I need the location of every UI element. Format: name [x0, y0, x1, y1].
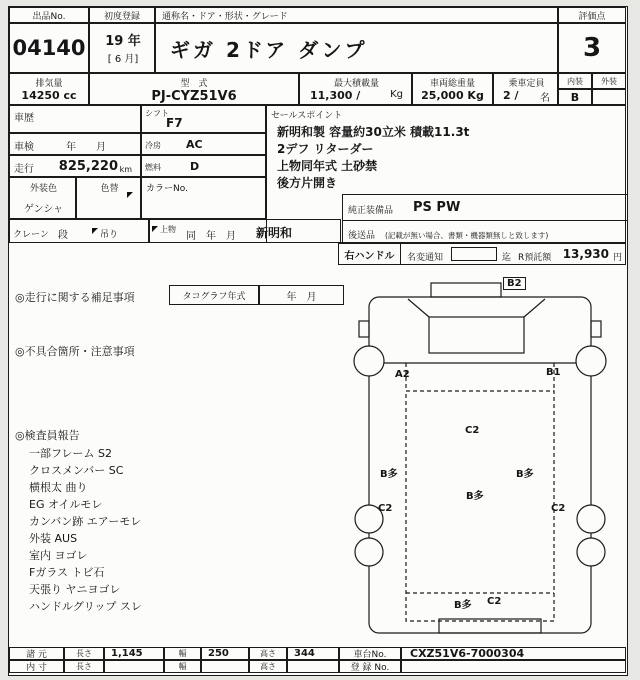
mileage-label: 走行: [14, 164, 34, 175]
width-label: 幅: [164, 647, 201, 660]
mileage-value: 825,220: [58, 159, 118, 174]
later-items-label: 後送品: [348, 231, 376, 241]
vehicle-title-label: 通称名・ドア・形状・グレード: [155, 7, 558, 23]
inspector-item: 室内 ヨゴレ: [29, 549, 88, 562]
deposit-label: R預託額: [518, 253, 552, 263]
inner-length-value: [104, 660, 164, 673]
inspector-item: クロスメンバー SC: [29, 464, 124, 477]
shift-label: シフト: [145, 109, 169, 118]
defect-section-label: ◎不具合箇所・注意事項: [15, 345, 135, 358]
auction-sheet-form: [8, 6, 628, 676]
steering-position: 右ハンドル: [339, 244, 401, 264]
capacity-value: 2 /: [503, 89, 519, 102]
damage-mark: B多: [380, 469, 398, 480]
inner-row-label: 内 寸: [9, 660, 64, 673]
ac-label: 冷房: [145, 141, 161, 150]
later-items-cell: [342, 220, 627, 244]
damage-mark: B多: [454, 600, 472, 611]
displacement-value: 14250 cc: [21, 89, 77, 102]
height-label: 高さ: [249, 660, 287, 673]
ac-value: AC: [186, 138, 203, 151]
deposit-yen: 円: [613, 253, 623, 263]
inspection-label: 車検: [14, 142, 34, 153]
sales-line: 新明和製 容量約30立米 積載11.3t: [277, 125, 470, 139]
name-change-until: 迄: [502, 253, 512, 263]
inspector-item: Fガラス トビ石: [29, 566, 105, 579]
length-value: 1,145: [104, 647, 164, 660]
model-code-label: 型 式: [180, 79, 208, 89]
chassis-number-value: CXZ51V6-7000304: [401, 647, 626, 660]
height-value: 344: [287, 647, 339, 660]
registration-number-label: 登 録 No.: [339, 660, 401, 673]
interior-grade-label: 内装: [558, 73, 592, 89]
factory-equipment-cell: [342, 194, 627, 220]
score-label: 評価点: [558, 7, 626, 23]
gross-weight-label: 車両総重量: [429, 79, 475, 89]
truck-top-view-drawing: [344, 263, 626, 649]
registration-number-value: [401, 660, 626, 673]
tachograph-value: 年 月: [259, 285, 344, 305]
factory-equipment-label: 純正装備品: [348, 206, 394, 216]
damage-mark: C2: [487, 596, 502, 607]
spec-row-label: 諸 元: [9, 647, 64, 660]
body-label: 上物: [160, 225, 176, 234]
color-change-label: 色替: [100, 184, 119, 194]
inspector-item: カンバン跡 エアーモレ: [29, 515, 142, 528]
sales-point-box: [266, 105, 626, 243]
inspector-report-label: ◎検査員報告: [15, 429, 80, 442]
capacity-label: 乗車定員: [508, 79, 545, 89]
damage-mark: C2: [378, 503, 393, 514]
damage-mark: C2: [551, 503, 566, 514]
inner-width-value: [201, 660, 249, 673]
damage-mark: B多: [466, 491, 484, 502]
inspection-value: 年 月: [66, 142, 106, 153]
damage-diagram: [344, 263, 626, 649]
damage-mark: B1: [546, 367, 561, 378]
sales-line: 上物同年式 土砂禁: [277, 159, 378, 173]
lot-number: 04140: [9, 23, 89, 73]
inspector-item: 天張り ヤニヨゴレ: [29, 583, 121, 596]
mileage-unit: km: [119, 165, 132, 174]
exterior-color-label: 外装色: [29, 184, 57, 194]
fuel-value: D: [190, 160, 200, 173]
sales-point-label: セールスポイント: [271, 111, 343, 121]
gross-weight-value: 25,000 Kg: [421, 89, 484, 102]
corner-mark-icon: [92, 228, 98, 234]
displacement-label: 排気量: [35, 79, 63, 89]
tachograph-box: [169, 285, 344, 305]
first-registration-year: 19 年: [105, 34, 141, 49]
model-code-value: PJ-CYZ51V6: [151, 89, 237, 104]
body-maker-value: 新明和: [256, 226, 293, 240]
length-label: 長さ: [64, 647, 104, 660]
name-change-date-box: [451, 247, 497, 261]
exterior-grade-label: 外装: [592, 73, 626, 89]
damage-mark: C2: [465, 425, 480, 436]
chassis-number-label: 車台No.: [339, 647, 401, 660]
height-label: 高さ: [249, 647, 287, 660]
deposit-value: 13,930: [562, 247, 609, 261]
crane-dan-label: 段: [58, 230, 68, 241]
max-load-value: 11,300 /: [310, 89, 361, 102]
later-items-note: (記載が無い場合、書類・機器類無しと致します): [385, 231, 549, 240]
body-year-value: 同 年 月: [186, 231, 236, 242]
inspector-item: 外装 AUS: [29, 532, 78, 545]
damage-mark: B2: [503, 277, 526, 290]
vehicle-name: ギガ 2ドア ダンプ: [155, 23, 558, 73]
lot-number-label: 出品No.: [9, 7, 89, 23]
factory-equipment-value: PS PW: [413, 200, 461, 215]
dimensions-table: [9, 647, 626, 673]
inner-height-value: [287, 660, 339, 673]
tachograph-label: タコグラフ年式: [169, 285, 259, 305]
width-label: 幅: [164, 660, 201, 673]
crane-label: クレーン: [13, 230, 49, 240]
sales-line: 後方片開き: [277, 176, 338, 190]
score-value: 3: [558, 23, 626, 73]
mileage-note-label: ◎走行に関する補足事項: [15, 291, 135, 304]
corner-mark-icon: [152, 226, 158, 232]
max-load-unit: Kg: [390, 89, 403, 100]
handle-deposit-strip: [338, 243, 626, 265]
crane-tsuri-label: 吊り: [100, 230, 119, 240]
name-change-label: 名変通知: [407, 253, 444, 263]
inspector-item: EG オイルモレ: [29, 498, 103, 511]
corner-mark-icon: [127, 192, 133, 198]
width-value: 250: [201, 647, 249, 660]
sales-line: 2デフ リターダー: [277, 142, 374, 156]
inspector-item: 一部フレーム S2: [29, 447, 113, 460]
capacity-unit: 名: [540, 93, 550, 104]
interior-grade-value: B: [558, 89, 592, 105]
first-registration-month: [ 6 月]: [107, 54, 139, 65]
inspector-item: 横根太 曲り: [29, 481, 88, 494]
length-label: 長さ: [64, 660, 104, 673]
exterior-grade-value: [592, 89, 626, 105]
damage-mark: B多: [516, 469, 534, 480]
max-load-label: 最大積載量: [333, 79, 379, 89]
fuel-label: 燃料: [145, 163, 161, 172]
exterior-color-value: ゲンシャ: [23, 204, 64, 215]
damage-mark: A2: [395, 369, 410, 380]
color-number-label: カラーNo.: [146, 184, 188, 194]
history-label: 車歴: [14, 113, 34, 124]
first-registration-label: 初度登録: [89, 7, 155, 23]
shift-value: F7: [166, 116, 183, 130]
inspector-item: ハンドルグリップ スレ: [29, 600, 142, 613]
